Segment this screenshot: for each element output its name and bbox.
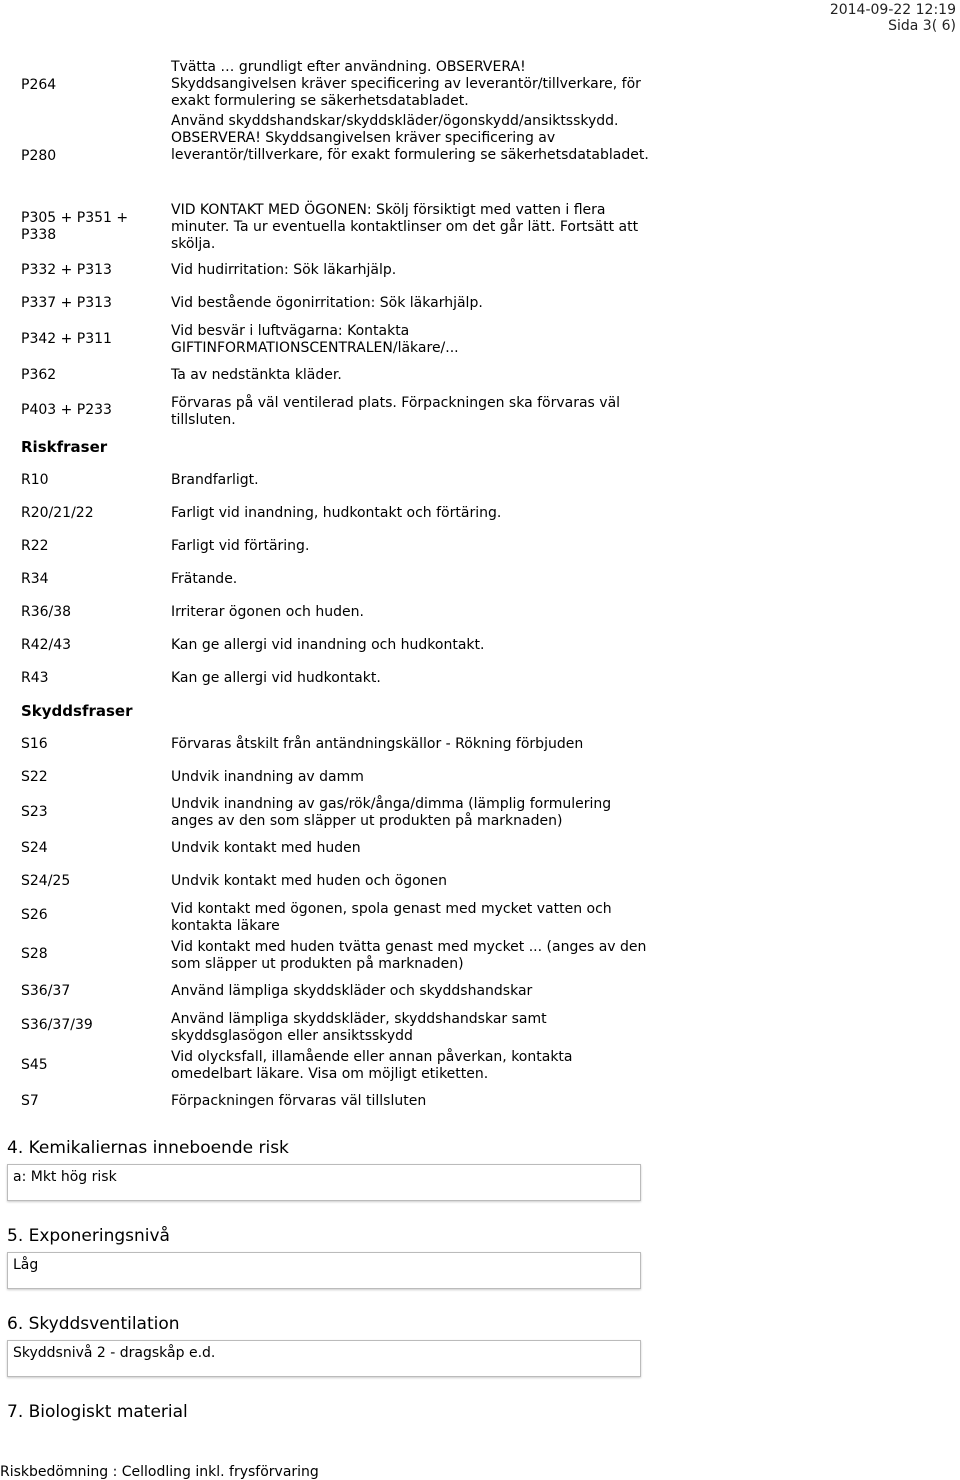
exposure-level-value: Låg (13, 1257, 39, 1273)
p-desc: Vid besvär i luftvägarna: Kontakta GIFTINFORMATIONSCENTRALEN/läkare/... (171, 323, 459, 356)
s-code: S23 (21, 804, 48, 820)
s-code: S28 (21, 946, 48, 962)
p-code: P337 + P313 (21, 295, 112, 311)
s-desc: Använd lämpliga skyddskläder och skyddshandskar (171, 983, 533, 999)
s-code: S24/25 (21, 873, 71, 889)
p-desc: Använd skyddshandskar/skyddskläder/ögonskydd/ansiktsskydd. OBSERVERA! Skyddsangivelsen kräver specificering av leverantör/tillverkare, för exakt formulering se säkerhetsdatabladet. (171, 113, 649, 163)
section-title-4: 4. Kemikaliernas inneboende risk (7, 1138, 289, 1158)
s-desc: Undvik inandning av damm (171, 769, 364, 785)
print-datetime: 2014-09-22 12:19 (829, 2, 956, 18)
s-code: S26 (21, 907, 48, 923)
risk-phrases-heading: Riskfraser (21, 438, 108, 456)
p-code: P280 (21, 148, 57, 164)
section-title-5: 5. Exponeringsnivå (7, 1226, 170, 1246)
r-desc: Kan ge allergi vid hudkontakt. (171, 670, 381, 686)
r-desc: Irriterar ögonen och huden. (171, 604, 364, 620)
s-desc: Förvaras åtskilt från antändningskällor - Rökning förbjuden (171, 736, 584, 752)
page-header (830, 2, 956, 34)
r-desc: Brandfarligt. (171, 472, 259, 488)
ventilation-field (7, 1340, 641, 1377)
s-desc: Använd lämpliga skyddskläder, skyddshandskar samt skyddsglasögon eller ansiktsskydd (171, 1011, 547, 1044)
risk-level-field (7, 1164, 641, 1201)
safety-phrases-heading: Skyddsfraser (21, 702, 133, 720)
page-number: Sida 3( 6) (888, 18, 956, 34)
s-desc: Vid olycksfall, illamående eller annan påverkan, kontakta omedelbart läkare. Visa om möjligt etiketten. (171, 1049, 573, 1082)
s-code: S7 (21, 1093, 39, 1109)
r-code: R34 (21, 571, 49, 587)
s-desc: Undvik inandning av gas/rök/ånga/dimma (lämplig formulering anges av den som släpper ut produkten på marknaden) (171, 796, 612, 829)
p-desc: Vid hudirritation: Sök läkarhjälp. (171, 262, 397, 278)
p-code: P362 (21, 367, 57, 383)
risk-level-value: a: Mkt hög risk (13, 1169, 117, 1185)
exposure-level-field (7, 1252, 641, 1289)
r-desc: Frätande. (171, 571, 238, 587)
r-code: R43 (21, 670, 49, 686)
r-code: R36/38 (21, 604, 72, 620)
p-code: P332 + P313 (21, 262, 112, 278)
document-footer: Riskbedömning : Cellodling inkl. frysförvaring (0, 1464, 319, 1480)
p-desc: Ta av nedstänkta kläder. (171, 367, 342, 383)
r-code: R22 (21, 538, 49, 554)
ventilation-value: Skyddsnivå 2 - dragskåp e.d. (13, 1345, 216, 1361)
r-code: R20/21/22 (21, 505, 94, 521)
p-code: P305 + P351 + P338 (21, 210, 129, 243)
section-title-7: 7. Biologiskt material (7, 1402, 188, 1422)
s-code: S45 (21, 1057, 48, 1073)
s-desc: Vid kontakt med huden tvätta genast med mycket ... (anges av den som släpper ut produkten på marknaden) (171, 939, 647, 972)
p-code: P342 + P311 (21, 331, 112, 347)
p-desc: Tvätta … grundligt efter användning. OBSERVERA! Skyddsangivelsen kräver specificering av leverantör/tillverkare, för exakt formulering se säkerhetsdatabladet. (171, 59, 641, 109)
r-desc: Farligt vid förtäring. (171, 538, 310, 554)
r-desc: Kan ge allergi vid inandning och hudkontakt. (171, 637, 485, 653)
r-desc: Farligt vid inandning, hudkontakt och förtäring. (171, 505, 502, 521)
s-desc: Vid kontakt med ögonen, spola genast med mycket vatten och kontakta läkare (171, 901, 612, 934)
s-desc: Undvik kontakt med huden (171, 840, 361, 856)
s-code: S22 (21, 769, 48, 785)
p-code: P403 + P233 (21, 402, 112, 418)
s-code: S16 (21, 736, 48, 752)
s-desc: Förpackningen förvaras väl tillsluten (171, 1093, 427, 1109)
s-code: S24 (21, 840, 48, 856)
section-title-6: 6. Skyddsventilation (7, 1314, 180, 1334)
r-code: R10 (21, 472, 49, 488)
s-code: S36/37 (21, 983, 71, 999)
p-desc: Förvaras på väl ventilerad plats. Förpackningen ska förvaras väl tillsluten. (171, 395, 621, 428)
p-desc: VID KONTAKT MED ÖGONEN: Skölj försiktigt med vatten i flera minuter. Ta ur eventuella kontaktlinser om det går lätt. Fortsätt att skölja. (171, 202, 639, 252)
p-code: P264 (21, 77, 57, 93)
s-code: S36/37/39 (21, 1017, 93, 1033)
p-desc: Vid bestående ögonirritation: Sök läkarhjälp. (171, 295, 483, 311)
r-code: R42/43 (21, 637, 72, 653)
s-desc: Undvik kontakt med huden och ögonen (171, 873, 448, 889)
